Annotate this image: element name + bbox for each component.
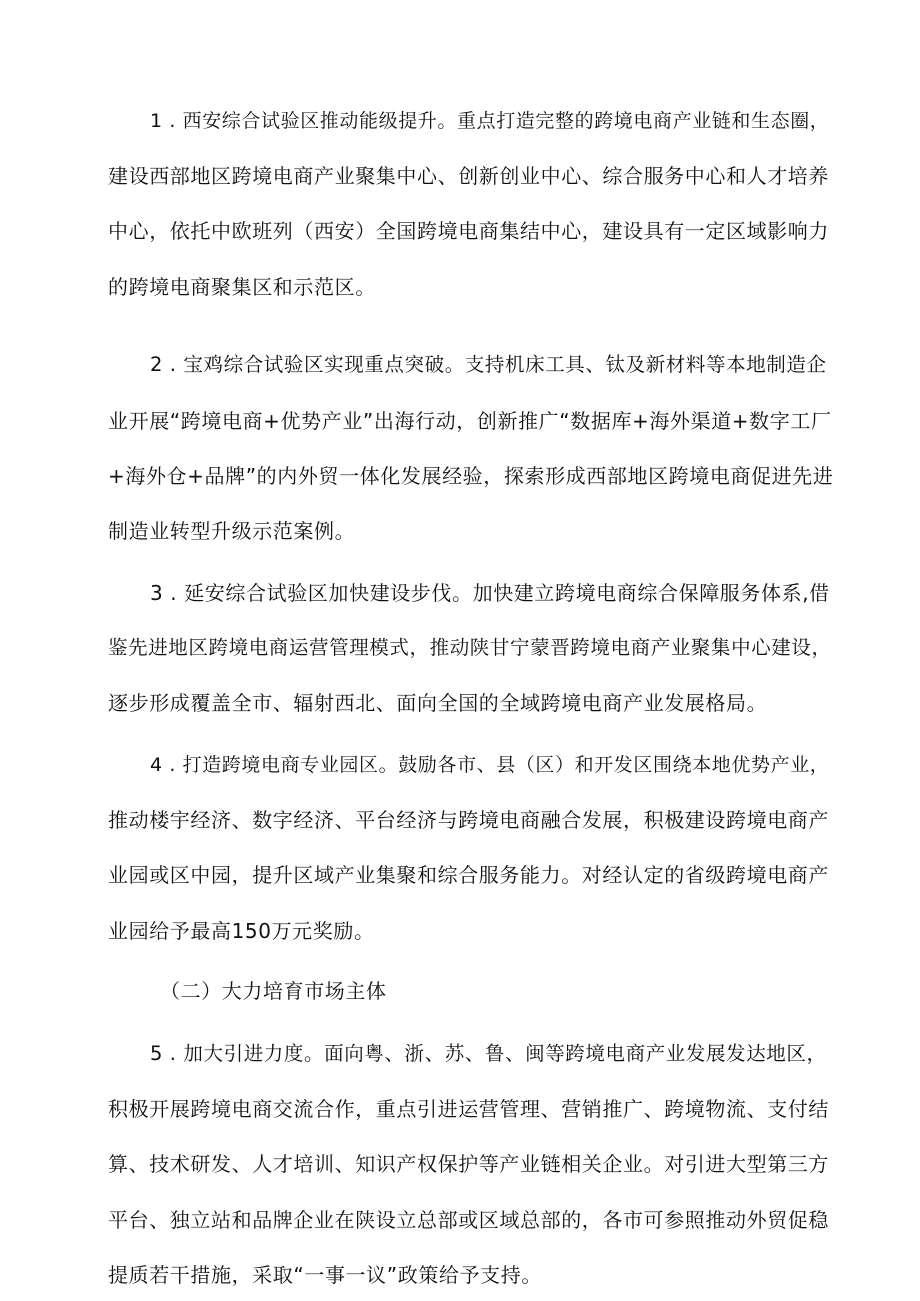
paragraph-5-line-4: 平台、独立站和品牌企业在陕设立总部或区域总部的，各市可参照推动外贸促稳 — [108, 1207, 829, 1232]
paragraph-1-line-2: 建设西部地区跨境电商产业聚集中心、创新创业中心、综合服务中心和人才培养 — [108, 163, 829, 188]
paragraph-5-line-2: 积极开展跨境电商交流合作，重点引进运营管理、营销推广、跨境物流、支付结 — [108, 1097, 829, 1122]
paragraph-3-line-2: 鉴先进地区跨境电商运营管理模式，推动陕甘宁蒙晋跨境电商产业聚集中心建设， — [108, 636, 832, 660]
paragraph-5-line-3: 算、技术研发、人才培训、知识产权保护等产业链相关企业。对引进大型第三方 — [108, 1152, 829, 1176]
paragraph-2-line-4: 制造业转型升级示范案例。 — [108, 518, 356, 543]
paragraph-1-line-3: 中心，依托中欧班列（西安）全国跨境电商集结中心，建设具有一定区域影响力 — [108, 219, 829, 244]
paragraph-3-line-3: 逐步形成覆盖全市、辐射西北、面向全国的全域跨境电商产业发展格局。 — [108, 690, 768, 715]
section-heading: （二）大力培育市场主体 — [160, 978, 387, 1003]
paragraph-1-line-1: 1 . 西安综合试验区推动能级提升。重点打造完整的跨境电商产业链和生态圈， — [150, 110, 830, 132]
paragraph-5-line-1: 5 . 加大引进力度。面向粤、浙、苏、鲁、闽等跨境电商产业发展发达地区， — [150, 1041, 827, 1065]
paragraph-2-line-2: 业开展“跨境电商+优势产业”出海行动，创新推广“数据库+海外渠道+数字工厂 — [108, 408, 832, 433]
paragraph-2-line-3: +海外仓+品牌”的内外贸一体化发展经验，探索形成西部地区跨境电商促进先进 — [108, 464, 834, 488]
paragraph-5-line-5: 提质若干措施，采取“一事一议”政策给予支持。 — [108, 1263, 542, 1287]
paragraph-4-line-4: 业园给予最高150万元奖励。 — [108, 918, 375, 943]
paragraph-4-line-1: 4 . 打造跨境电商专业园区。鼓励各市、县（区）和开发区围绕本地优势产业， — [150, 753, 830, 776]
paragraph-4-line-3: 业园或区中园，提升区域产业集聚和综合服务能力。对经认定的省级跨境电商产 — [108, 863, 829, 888]
paragraph-1-line-4: 的跨境电商聚集区和示范区。 — [108, 274, 376, 299]
paragraph-3-line-1: 3 . 延安综合试验区加快建设步伐。加快建立跨境电商综合保障服务体系,借 — [150, 580, 830, 605]
paragraph-4-line-2: 推动楼宇经济、数字经济、平台经济与跨境电商融合发展，积极建设跨境电商产 — [108, 808, 829, 833]
paragraph-2-line-1: 2 . 宝鸡综合试验区实现重点突破。支持机床工具、钛及新材料等本地制造企 — [150, 353, 827, 376]
